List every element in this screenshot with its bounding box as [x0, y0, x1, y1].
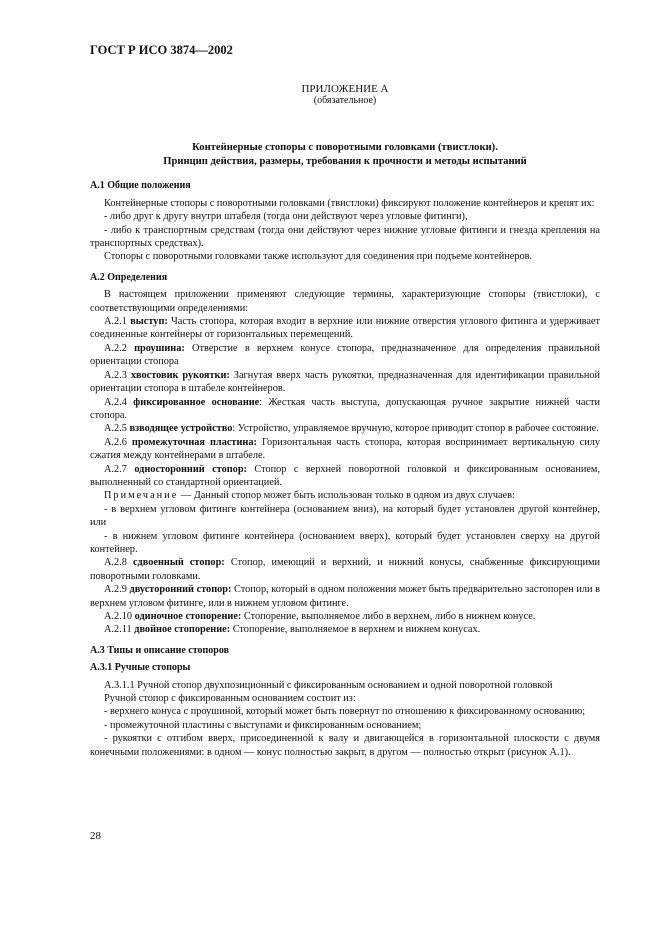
definition-item — [90, 342, 600, 369]
appendix-label: ПРИЛОЖЕНИЕ А — [301, 83, 389, 96]
standard-header: ГОСТ Р ИСО 3874—2002 — [90, 43, 233, 57]
definition-item — [90, 396, 600, 423]
title-line-1: Контейнерные стопоры с поворотными головками (твистлоки). — [192, 142, 498, 154]
definition-item — [90, 315, 600, 342]
definition-text: Стопор, имеющий и верхний, и нижний конусы, снабженные фиксирующими поворотными головками. — [90, 557, 601, 582]
section-a3-heading: A.3 Типы и описание стопоров — [90, 644, 229, 656]
definition-text: Стопор с верхней поворотной головкой и фиксированным основанием, выполненный со стандартной ориентацией. — [90, 463, 601, 488]
definition-term: односторонний стопор: — [134, 463, 247, 475]
definition-text: : Жесткая часть выступа, допускающая ручное закрытие нижней части стопора. — [90, 396, 600, 421]
definition-text: Стопор, который в одном положении может быть предварительно застопорен или в верхнем угловом фитинге, или в нижнем угловом фитинге. — [90, 584, 600, 609]
definition-item — [90, 556, 600, 583]
definition-term: взводящее устройство — [129, 423, 233, 435]
definition-term: выступ: — [130, 316, 168, 328]
definition-item — [90, 369, 600, 396]
definition-text: Отверстие в верхнем конусе стопора, предназначенное для определения правильной ориентации стопора — [90, 342, 600, 368]
definition-term: двусторонний стопор: — [129, 584, 232, 596]
title-line-2: Принцип действия, размеры, требования к прочности и методы испытаний — [163, 156, 527, 168]
definition-number: A.2.1 — [104, 316, 127, 328]
subsection-a31-heading: A.3.1 Ручные стопоры — [90, 662, 191, 674]
definition-item — [90, 583, 600, 610]
list-item: - либо друг к другу внутри штабеля (тогда они действуют через угловые фитинги), — [104, 211, 468, 223]
definition-number: A.2.7 — [104, 463, 127, 475]
definition-item — [90, 422, 600, 435]
list-item: - рукоятки с отгибом вверх, присоединенной к валу и двигающейся в горизонтальной плоскости с двумя конечными положениями: в одном — конус полностью закрыт, в другом — полностью открыт (рисунок А.1). — [90, 733, 600, 758]
definition-term: хвостовик рукоятки: — [130, 369, 230, 381]
definition-text: Стопорение, выполняемое либо в верхнем, либо в нижнем конусе. — [241, 611, 536, 622]
definition-term: одиночное стопорение: — [134, 611, 242, 622]
paragraph: Ручной стопор с фиксированным основанием состоит из: — [104, 693, 356, 705]
definition-number: A.2.8 — [104, 557, 127, 569]
definition-number: A.2.4 — [104, 396, 127, 408]
definition-text: Загнутая вверх часть рукоятки, предназначенная для идентификации правильной ориентации стопора в штабеле контейнеров. — [90, 369, 600, 395]
definition-item — [90, 436, 600, 463]
page-number: 28 — [90, 830, 101, 842]
note-text: — Данный стопор может быть использован только в одном из двух случаев: — [178, 490, 515, 502]
definition-text: Часть стопора, которая входит в верхние или нижние отверстия углового фитинга и удерживает соединенные контейнеры от горизонтальных перемещений. — [90, 316, 600, 341]
definition-item — [90, 610, 600, 623]
definition-term: двойное стопорение: — [134, 624, 231, 636]
paragraph: A.3.1.1 Ручной стопор двухпозиционный с фиксированным основанием и одной поворотной головкой — [104, 679, 553, 691]
definition-text: Горизонтальная часть стопора, которая воспринимает вертикальную силу сжатия между контейнерами в штабеле. — [90, 436, 600, 462]
definition-term: сдвоенный стопор: — [132, 557, 225, 569]
definition-item — [90, 463, 600, 490]
definition-number: A.2.6 — [104, 436, 127, 448]
definition-number: A.2.5 — [104, 423, 127, 435]
section-a1-heading: A.1 Общие положения — [90, 180, 191, 192]
paragraph: Стопоры с поворотными головками также используют для соединения при подъеме контейнеров. — [104, 251, 533, 263]
section-a2-heading: A.2 Определения — [90, 271, 168, 283]
list-item: - промежуточной пластины с выступами и фиксированным основанием; — [104, 719, 422, 731]
definition-text: Стопорение, выполняемое в верхнем и нижнем конусах. — [230, 624, 481, 636]
list-item: - в нижнем угловом фитинге контейнера (основанием вверх), который будет установлен сверху на другой контейнер. — [90, 530, 600, 555]
definition-number: A.2.10 — [104, 611, 133, 622]
list-item: - либо к транспортным средствам (тогда они действуют через нижние угловые фитинги и гнезда крепления на транспортных средствах). — [90, 224, 600, 250]
definition-number: A.2.9 — [104, 584, 127, 596]
appendix-title — [90, 141, 600, 169]
definition-text: : Устройство, управляемое вручную, которое приводит стопор в рабочее состояние. — [232, 423, 599, 435]
note-label: Примечание — [104, 490, 179, 502]
paragraph: Контейнерные стопоры с поворотными головками (твистлоки) фиксируют положение контейнеров и крепят их: — [104, 197, 595, 209]
note — [90, 489, 600, 502]
definition-term: проушина: — [134, 342, 185, 354]
paragraph: В настоящем приложении применяют следующие термины, характеризующие стопоры (твистлоки), с соответствующими определениями: — [90, 289, 600, 314]
definition-number: A.2.3 — [104, 369, 127, 381]
definition-number: A.2.11 — [104, 624, 132, 636]
list-item: - в верхнем угловом фитинге контейнера (основанием вниз), на который будет установлен другой контейнер, или — [90, 503, 600, 529]
definition-term: промежуточная пластина: — [131, 436, 257, 448]
list-item: - верхнего конуса с проушиной, который может быть повернут по отношению к фиксированному основанию; — [104, 706, 586, 718]
definition-term: фиксированное основание — [133, 396, 260, 408]
appendix-status: (обязательное) — [313, 95, 377, 107]
definition-item — [90, 623, 600, 636]
definition-number: A.2.2 — [104, 342, 127, 354]
